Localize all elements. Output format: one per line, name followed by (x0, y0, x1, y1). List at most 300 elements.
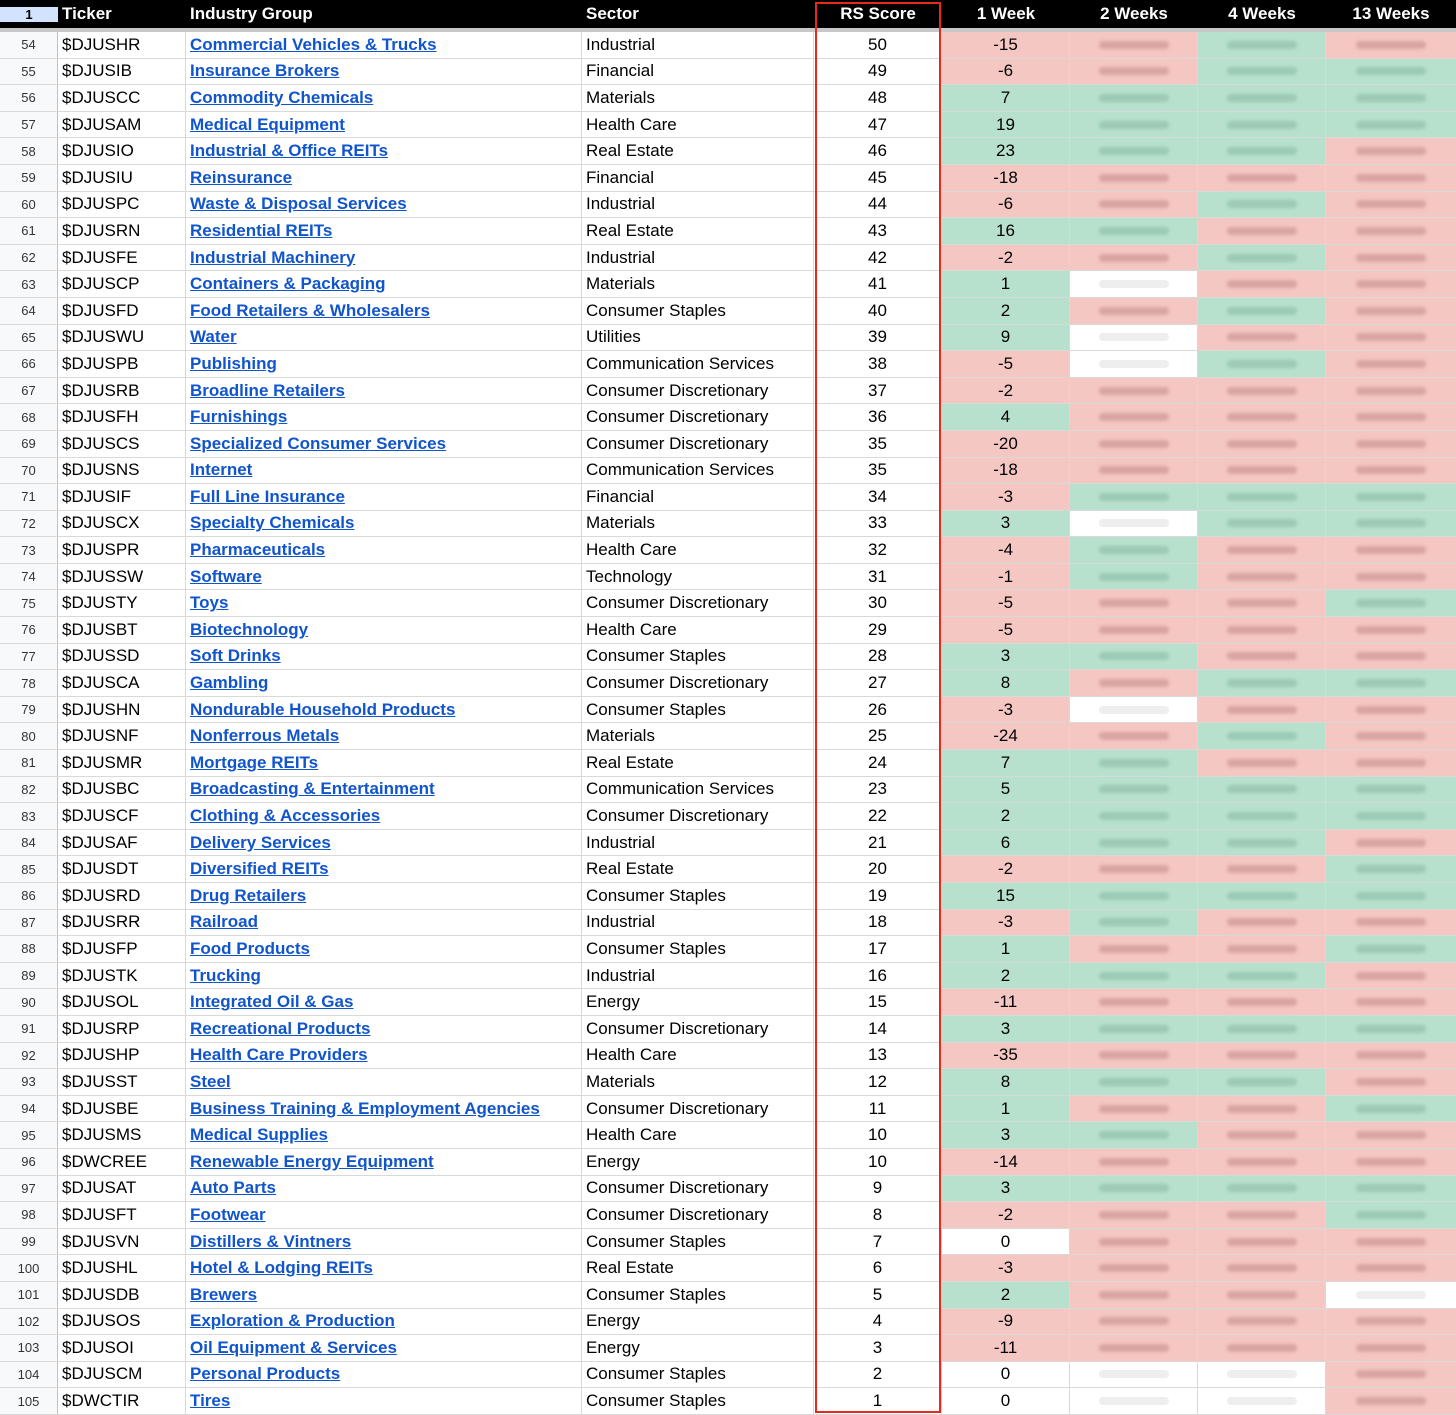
table-row[interactable] (0, 404, 1456, 431)
4-weeks-cell-blurred[interactable] (1198, 564, 1326, 590)
2-weeks-cell-blurred[interactable] (1070, 1362, 1198, 1388)
2-weeks-cell-blurred[interactable] (1070, 910, 1198, 936)
industry-group-cell[interactable] (186, 165, 582, 191)
2-weeks-cell-blurred[interactable] (1070, 511, 1198, 537)
2-weeks-cell-blurred[interactable] (1070, 989, 1198, 1015)
industry-group-cell[interactable] (186, 1149, 582, 1175)
ticker-cell[interactable]: $DJUSOL (58, 989, 186, 1015)
2-weeks-cell-blurred[interactable] (1070, 1388, 1198, 1414)
2-weeks-cell-blurred[interactable] (1070, 644, 1198, 670)
1-week-cell[interactable]: -3 (942, 484, 1070, 510)
industry-group-cell[interactable] (186, 1122, 582, 1148)
industry-group-link[interactable]: Reinsurance (190, 167, 293, 187)
col-header-13-weeks[interactable]: 13 Weeks (1352, 4, 1430, 23)
row-number[interactable]: 78 (0, 670, 58, 696)
col-header-industry-group[interactable]: Industry Group (190, 4, 313, 23)
ticker-cell[interactable]: $DJUSOS (58, 1309, 186, 1335)
rs-score-cell[interactable]: 4 (814, 1309, 942, 1335)
rs-score-cell[interactable]: 49 (814, 59, 942, 85)
table-row[interactable] (0, 617, 1456, 644)
sector-cell[interactable]: Consumer Staples (582, 298, 814, 324)
1-week-cell[interactable]: 2 (942, 963, 1070, 989)
rs-score-cell[interactable]: 35 (814, 458, 942, 484)
1-week-cell[interactable]: -2 (942, 245, 1070, 271)
rs-score-cell[interactable]: 26 (814, 697, 942, 723)
rs-score-cell[interactable]: 8 (814, 1202, 942, 1228)
row-number[interactable]: 95 (0, 1122, 58, 1148)
industry-group-cell[interactable] (186, 723, 582, 749)
row-number[interactable]: 74 (0, 564, 58, 590)
sector-cell[interactable]: Consumer Staples (582, 1229, 814, 1255)
1-week-cell[interactable]: 7 (942, 750, 1070, 776)
4-weeks-cell-blurred[interactable] (1198, 59, 1326, 85)
row-number-header[interactable]: 1 (0, 7, 58, 22)
2-weeks-cell-blurred[interactable] (1070, 1096, 1198, 1122)
industry-group-link[interactable]: Tires (190, 1391, 231, 1411)
ticker-cell[interactable]: $DWCREE (58, 1149, 186, 1175)
ticker-cell[interactable]: $DJUSHN (58, 697, 186, 723)
industry-group-cell[interactable] (186, 1362, 582, 1388)
row-number[interactable]: 101 (0, 1282, 58, 1308)
13-weeks-cell-blurred[interactable] (1326, 989, 1456, 1015)
1-week-cell[interactable]: -14 (942, 1149, 1070, 1175)
industry-group-link[interactable]: Exploration & Production (190, 1311, 395, 1331)
col-header-sector[interactable]: Sector (586, 4, 639, 23)
1-week-cell[interactable]: -2 (942, 856, 1070, 882)
table-row[interactable] (0, 856, 1456, 883)
13-weeks-cell-blurred[interactable] (1326, 431, 1456, 457)
industry-group-cell[interactable] (186, 138, 582, 164)
table-row[interactable] (0, 750, 1456, 777)
rs-score-cell[interactable]: 42 (814, 245, 942, 271)
13-weeks-cell-blurred[interactable] (1326, 963, 1456, 989)
row-number[interactable]: 62 (0, 245, 58, 271)
2-weeks-cell-blurred[interactable] (1070, 777, 1198, 803)
2-weeks-cell-blurred[interactable] (1070, 1069, 1198, 1095)
ticker-cell[interactable]: $DJUSAF (58, 830, 186, 856)
4-weeks-cell-blurred[interactable] (1198, 1202, 1326, 1228)
sector-cell[interactable]: Consumer Discretionary (582, 378, 814, 404)
4-weeks-cell-blurred[interactable] (1198, 298, 1326, 324)
rs-score-cell[interactable]: 24 (814, 750, 942, 776)
industry-group-link[interactable]: Integrated Oil & Gas (190, 992, 354, 1012)
rs-score-cell[interactable]: 6 (814, 1255, 942, 1281)
industry-group-link[interactable]: Insurance Brokers (190, 61, 340, 81)
2-weeks-cell-blurred[interactable] (1070, 1202, 1198, 1228)
industry-group-cell[interactable] (186, 59, 582, 85)
1-week-cell[interactable]: -5 (942, 590, 1070, 616)
1-week-cell[interactable]: 7 (942, 85, 1070, 111)
sector-cell[interactable]: Industrial (582, 830, 814, 856)
row-number[interactable]: 58 (0, 138, 58, 164)
industry-group-link[interactable]: Publishing (190, 353, 277, 373)
industry-group-cell[interactable] (186, 936, 582, 962)
1-week-cell[interactable]: 23 (942, 138, 1070, 164)
ticker-cell[interactable]: $DJUSSW (58, 564, 186, 590)
1-week-cell[interactable]: -5 (942, 351, 1070, 377)
1-week-cell[interactable]: 4 (942, 404, 1070, 430)
industry-group-link[interactable]: Railroad (190, 912, 259, 932)
row-number[interactable]: 79 (0, 697, 58, 723)
industry-group-link[interactable]: Internet (190, 460, 253, 480)
industry-group-link[interactable]: Furnishings (190, 407, 288, 427)
industry-group-link[interactable]: Broadline Retailers (190, 380, 345, 400)
13-weeks-cell-blurred[interactable] (1326, 670, 1456, 696)
ticker-cell[interactable]: $DJUSWU (58, 325, 186, 351)
industry-group-cell[interactable] (186, 670, 582, 696)
industry-group-link[interactable]: Renewable Energy Equipment (190, 1151, 434, 1171)
ticker-cell[interactable]: $DJUSAM (58, 112, 186, 138)
4-weeks-cell-blurred[interactable] (1198, 1309, 1326, 1335)
rs-score-cell[interactable]: 37 (814, 378, 942, 404)
rs-score-cell[interactable]: 13 (814, 1043, 942, 1069)
13-weeks-cell-blurred[interactable] (1326, 1149, 1456, 1175)
ticker-cell[interactable]: $DJUSPB (58, 351, 186, 377)
ticker-cell[interactable]: $DJUSPC (58, 192, 186, 218)
industry-group-link[interactable]: Pharmaceuticals (190, 540, 326, 560)
row-number[interactable]: 60 (0, 192, 58, 218)
row-number[interactable]: 70 (0, 458, 58, 484)
13-weeks-cell-blurred[interactable] (1326, 537, 1456, 563)
row-number[interactable]: 89 (0, 963, 58, 989)
row-number[interactable]: 85 (0, 856, 58, 882)
1-week-cell[interactable]: 3 (942, 1176, 1070, 1202)
1-week-cell[interactable]: 2 (942, 298, 1070, 324)
industry-group-cell[interactable] (186, 298, 582, 324)
table-row[interactable] (0, 511, 1456, 538)
1-week-cell[interactable]: -4 (942, 537, 1070, 563)
13-weeks-cell-blurred[interactable] (1326, 218, 1456, 244)
industry-group-cell[interactable] (186, 537, 582, 563)
1-week-cell[interactable]: 1 (942, 271, 1070, 297)
industry-group-cell[interactable] (186, 404, 582, 430)
industry-group-link[interactable]: Footwear (190, 1204, 266, 1224)
13-weeks-cell-blurred[interactable] (1326, 1282, 1456, 1308)
ticker-cell[interactable]: $DJUSRB (58, 378, 186, 404)
1-week-cell[interactable]: 0 (942, 1229, 1070, 1255)
industry-group-cell[interactable] (186, 218, 582, 244)
industry-group-link[interactable]: Gambling (190, 673, 269, 693)
2-weeks-cell-blurred[interactable] (1070, 564, 1198, 590)
table-row[interactable] (0, 1388, 1456, 1415)
2-weeks-cell-blurred[interactable] (1070, 670, 1198, 696)
table-row[interactable] (0, 271, 1456, 298)
industry-group-cell[interactable] (186, 1202, 582, 1228)
ticker-cell[interactable]: $DJUSRN (58, 218, 186, 244)
industry-group-cell[interactable] (186, 910, 582, 936)
ticker-cell[interactable]: $DJUSFH (58, 404, 186, 430)
row-number[interactable]: 66 (0, 351, 58, 377)
row-number[interactable]: 55 (0, 59, 58, 85)
4-weeks-cell-blurred[interactable] (1198, 590, 1326, 616)
table-row[interactable] (0, 85, 1456, 112)
industry-group-cell[interactable] (186, 1309, 582, 1335)
4-weeks-cell-blurred[interactable] (1198, 271, 1326, 297)
table-row[interactable] (0, 1176, 1456, 1203)
table-row[interactable] (0, 112, 1456, 139)
4-weeks-cell-blurred[interactable] (1198, 484, 1326, 510)
ticker-cell[interactable]: $DJUSMR (58, 750, 186, 776)
industry-group-cell[interactable] (186, 1176, 582, 1202)
1-week-cell[interactable]: -2 (942, 1202, 1070, 1228)
13-weeks-cell-blurred[interactable] (1326, 803, 1456, 829)
table-row[interactable] (0, 989, 1456, 1016)
13-weeks-cell-blurred[interactable] (1326, 484, 1456, 510)
table-row[interactable] (0, 1335, 1456, 1362)
row-number[interactable]: 88 (0, 936, 58, 962)
industry-group-link[interactable]: Waste & Disposal Services (190, 194, 407, 214)
13-weeks-cell-blurred[interactable] (1326, 750, 1456, 776)
industry-group-link[interactable]: Mortgage REITs (190, 752, 319, 772)
row-number[interactable]: 104 (0, 1362, 58, 1388)
industry-group-link[interactable]: Distillers & Vintners (190, 1231, 352, 1251)
rs-score-cell[interactable]: 39 (814, 325, 942, 351)
13-weeks-cell-blurred[interactable] (1326, 59, 1456, 85)
ticker-cell[interactable]: $DJUSFD (58, 298, 186, 324)
13-weeks-cell-blurred[interactable] (1326, 1255, 1456, 1281)
rs-score-cell[interactable]: 10 (814, 1122, 942, 1148)
table-row[interactable] (0, 963, 1456, 990)
13-weeks-cell-blurred[interactable] (1326, 856, 1456, 882)
rs-score-cell[interactable]: 28 (814, 644, 942, 670)
industry-group-cell[interactable] (186, 830, 582, 856)
2-weeks-cell-blurred[interactable] (1070, 1335, 1198, 1361)
industry-group-link[interactable]: Commercial Vehicles & Trucks (190, 34, 437, 54)
table-row[interactable] (0, 1096, 1456, 1123)
ticker-cell[interactable]: $DJUSSD (58, 644, 186, 670)
industry-group-cell[interactable] (186, 1388, 582, 1414)
ticker-cell[interactable]: $DJUSOI (58, 1335, 186, 1361)
2-weeks-cell-blurred[interactable] (1070, 1309, 1198, 1335)
industry-group-link[interactable]: Brewers (190, 1284, 258, 1304)
13-weeks-cell-blurred[interactable] (1326, 245, 1456, 271)
industry-group-cell[interactable] (186, 325, 582, 351)
sector-cell[interactable]: Materials (582, 1069, 814, 1095)
4-weeks-cell-blurred[interactable] (1198, 644, 1326, 670)
industry-group-link[interactable]: Business Training & Employment Agencies (190, 1098, 540, 1118)
1-week-cell[interactable]: -1 (942, 564, 1070, 590)
2-weeks-cell-blurred[interactable] (1070, 32, 1198, 58)
industry-group-cell[interactable] (186, 1255, 582, 1281)
2-weeks-cell-blurred[interactable] (1070, 1122, 1198, 1148)
4-weeks-cell-blurred[interactable] (1198, 617, 1326, 643)
industry-group-link[interactable]: Steel (190, 1071, 231, 1091)
row-number[interactable]: 63 (0, 271, 58, 297)
industry-group-link[interactable]: Industrial Machinery (190, 247, 356, 267)
sector-cell[interactable]: Industrial (582, 910, 814, 936)
row-number[interactable]: 102 (0, 1309, 58, 1335)
table-row[interactable] (0, 936, 1456, 963)
sector-cell[interactable]: Consumer Discretionary (582, 1016, 814, 1042)
industry-group-link[interactable]: Water (190, 327, 237, 347)
industry-group-cell[interactable] (186, 1229, 582, 1255)
13-weeks-cell-blurred[interactable] (1326, 1388, 1456, 1414)
2-weeks-cell-blurred[interactable] (1070, 537, 1198, 563)
sector-cell[interactable]: Energy (582, 1309, 814, 1335)
row-number[interactable]: 69 (0, 431, 58, 457)
industry-group-link[interactable]: Biotechnology (190, 619, 309, 639)
rs-score-cell[interactable]: 3 (814, 1335, 942, 1361)
industry-group-link[interactable]: Oil Equipment & Services (190, 1337, 397, 1357)
2-weeks-cell-blurred[interactable] (1070, 85, 1198, 111)
rs-score-cell[interactable]: 16 (814, 963, 942, 989)
4-weeks-cell-blurred[interactable] (1198, 830, 1326, 856)
rs-score-cell[interactable]: 21 (814, 830, 942, 856)
industry-group-cell[interactable] (186, 617, 582, 643)
2-weeks-cell-blurred[interactable] (1070, 1282, 1198, 1308)
sector-cell[interactable]: Financial (582, 59, 814, 85)
industry-group-link[interactable]: Full Line Insurance (190, 486, 345, 506)
2-weeks-cell-blurred[interactable] (1070, 1176, 1198, 1202)
rs-score-cell[interactable]: 50 (814, 32, 942, 58)
1-week-cell[interactable]: 3 (942, 511, 1070, 537)
row-number[interactable]: 83 (0, 803, 58, 829)
industry-group-cell[interactable] (186, 1335, 582, 1361)
row-number[interactable]: 67 (0, 378, 58, 404)
2-weeks-cell-blurred[interactable] (1070, 830, 1198, 856)
ticker-cell[interactable]: $DJUSCC (58, 85, 186, 111)
1-week-cell[interactable]: 3 (942, 1122, 1070, 1148)
ticker-cell[interactable]: $DJUSBC (58, 777, 186, 803)
industry-group-cell[interactable] (186, 458, 582, 484)
13-weeks-cell-blurred[interactable] (1326, 1096, 1456, 1122)
4-weeks-cell-blurred[interactable] (1198, 245, 1326, 271)
sector-cell[interactable]: Communication Services (582, 777, 814, 803)
1-week-cell[interactable]: -18 (942, 165, 1070, 191)
1-week-cell[interactable]: 8 (942, 1069, 1070, 1095)
4-weeks-cell-blurred[interactable] (1198, 989, 1326, 1015)
industry-group-cell[interactable] (186, 1043, 582, 1069)
1-week-cell[interactable]: 0 (942, 1362, 1070, 1388)
industry-group-link[interactable]: Nonferrous Metals (190, 726, 340, 746)
sector-cell[interactable]: Consumer Discretionary (582, 670, 814, 696)
industry-group-cell[interactable] (186, 963, 582, 989)
2-weeks-cell-blurred[interactable] (1070, 138, 1198, 164)
industry-group-cell[interactable] (186, 32, 582, 58)
row-number[interactable]: 56 (0, 85, 58, 111)
ticker-cell[interactable]: $DJUSCX (58, 511, 186, 537)
rs-score-cell[interactable]: 47 (814, 112, 942, 138)
table-row[interactable] (0, 537, 1456, 564)
sector-cell[interactable]: Real Estate (582, 1255, 814, 1281)
13-weeks-cell-blurred[interactable] (1326, 1176, 1456, 1202)
4-weeks-cell-blurred[interactable] (1198, 1016, 1326, 1042)
industry-group-cell[interactable] (186, 564, 582, 590)
2-weeks-cell-blurred[interactable] (1070, 1043, 1198, 1069)
2-weeks-cell-blurred[interactable] (1070, 617, 1198, 643)
table-row[interactable] (0, 245, 1456, 272)
col-header-ticker[interactable]: Ticker (62, 4, 112, 23)
ticker-cell[interactable]: $DJUSVN (58, 1229, 186, 1255)
row-number[interactable]: 57 (0, 112, 58, 138)
table-row[interactable] (0, 723, 1456, 750)
1-week-cell[interactable]: 2 (942, 803, 1070, 829)
col-header-2-weeks[interactable]: 2 Weeks (1100, 4, 1168, 23)
4-weeks-cell-blurred[interactable] (1198, 936, 1326, 962)
2-weeks-cell-blurred[interactable] (1070, 484, 1198, 510)
4-weeks-cell-blurred[interactable] (1198, 537, 1326, 563)
13-weeks-cell-blurred[interactable] (1326, 32, 1456, 58)
1-week-cell[interactable]: -11 (942, 989, 1070, 1015)
4-weeks-cell-blurred[interactable] (1198, 458, 1326, 484)
13-weeks-cell-blurred[interactable] (1326, 883, 1456, 909)
industry-group-cell[interactable] (186, 378, 582, 404)
2-weeks-cell-blurred[interactable] (1070, 856, 1198, 882)
2-weeks-cell-blurred[interactable] (1070, 590, 1198, 616)
industry-group-cell[interactable] (186, 484, 582, 510)
4-weeks-cell-blurred[interactable] (1198, 697, 1326, 723)
rs-score-cell[interactable]: 30 (814, 590, 942, 616)
4-weeks-cell-blurred[interactable] (1198, 378, 1326, 404)
ticker-cell[interactable]: $DJUSCF (58, 803, 186, 829)
1-week-cell[interactable]: -5 (942, 617, 1070, 643)
2-weeks-cell-blurred[interactable] (1070, 378, 1198, 404)
sector-cell[interactable]: Consumer Staples (582, 1282, 814, 1308)
4-weeks-cell-blurred[interactable] (1198, 32, 1326, 58)
sector-cell[interactable]: Energy (582, 1335, 814, 1361)
table-row[interactable] (0, 165, 1456, 192)
table-row[interactable] (0, 32, 1456, 59)
row-number[interactable]: 76 (0, 617, 58, 643)
ticker-cell[interactable]: $DJUSBT (58, 617, 186, 643)
table-row[interactable] (0, 1122, 1456, 1149)
industry-group-cell[interactable] (186, 856, 582, 882)
sector-cell[interactable]: Consumer Discretionary (582, 1096, 814, 1122)
4-weeks-cell-blurred[interactable] (1198, 670, 1326, 696)
2-weeks-cell-blurred[interactable] (1070, 1016, 1198, 1042)
row-number[interactable]: 84 (0, 830, 58, 856)
table-row[interactable] (0, 1202, 1456, 1229)
rs-score-cell[interactable]: 20 (814, 856, 942, 882)
ticker-cell[interactable]: $DJUSTK (58, 963, 186, 989)
1-week-cell[interactable]: -3 (942, 697, 1070, 723)
rs-score-cell[interactable]: 2 (814, 1362, 942, 1388)
1-week-cell[interactable]: 8 (942, 670, 1070, 696)
4-weeks-cell-blurred[interactable] (1198, 85, 1326, 111)
sector-cell[interactable]: Communication Services (582, 351, 814, 377)
4-weeks-cell-blurred[interactable] (1198, 883, 1326, 909)
table-row[interactable] (0, 378, 1456, 405)
13-weeks-cell-blurred[interactable] (1326, 271, 1456, 297)
table-row[interactable] (0, 697, 1456, 724)
industry-group-link[interactable]: Diversified REITs (190, 859, 329, 879)
2-weeks-cell-blurred[interactable] (1070, 723, 1198, 749)
13-weeks-cell-blurred[interactable] (1326, 351, 1456, 377)
table-row[interactable] (0, 1282, 1456, 1309)
1-week-cell[interactable]: -18 (942, 458, 1070, 484)
2-weeks-cell-blurred[interactable] (1070, 59, 1198, 85)
2-weeks-cell-blurred[interactable] (1070, 112, 1198, 138)
industry-group-cell[interactable] (186, 1016, 582, 1042)
row-number[interactable]: 81 (0, 750, 58, 776)
1-week-cell[interactable]: 15 (942, 883, 1070, 909)
industry-group-link[interactable]: Health Care Providers (190, 1045, 368, 1065)
ticker-cell[interactable]: $DJUSMS (58, 1122, 186, 1148)
4-weeks-cell-blurred[interactable] (1198, 138, 1326, 164)
industry-group-cell[interactable] (186, 1282, 582, 1308)
industry-group-link[interactable]: Clothing & Accessories (190, 806, 381, 826)
row-number[interactable]: 61 (0, 218, 58, 244)
table-row[interactable] (0, 777, 1456, 804)
table-row[interactable] (0, 1043, 1456, 1070)
row-number[interactable]: 91 (0, 1016, 58, 1042)
table-row[interactable] (0, 484, 1456, 511)
sector-cell[interactable]: Consumer Discretionary (582, 1202, 814, 1228)
industry-group-link[interactable]: Medical Equipment (190, 114, 345, 134)
13-weeks-cell-blurred[interactable] (1326, 325, 1456, 351)
2-weeks-cell-blurred[interactable] (1070, 218, 1198, 244)
1-week-cell[interactable]: -15 (942, 32, 1070, 58)
